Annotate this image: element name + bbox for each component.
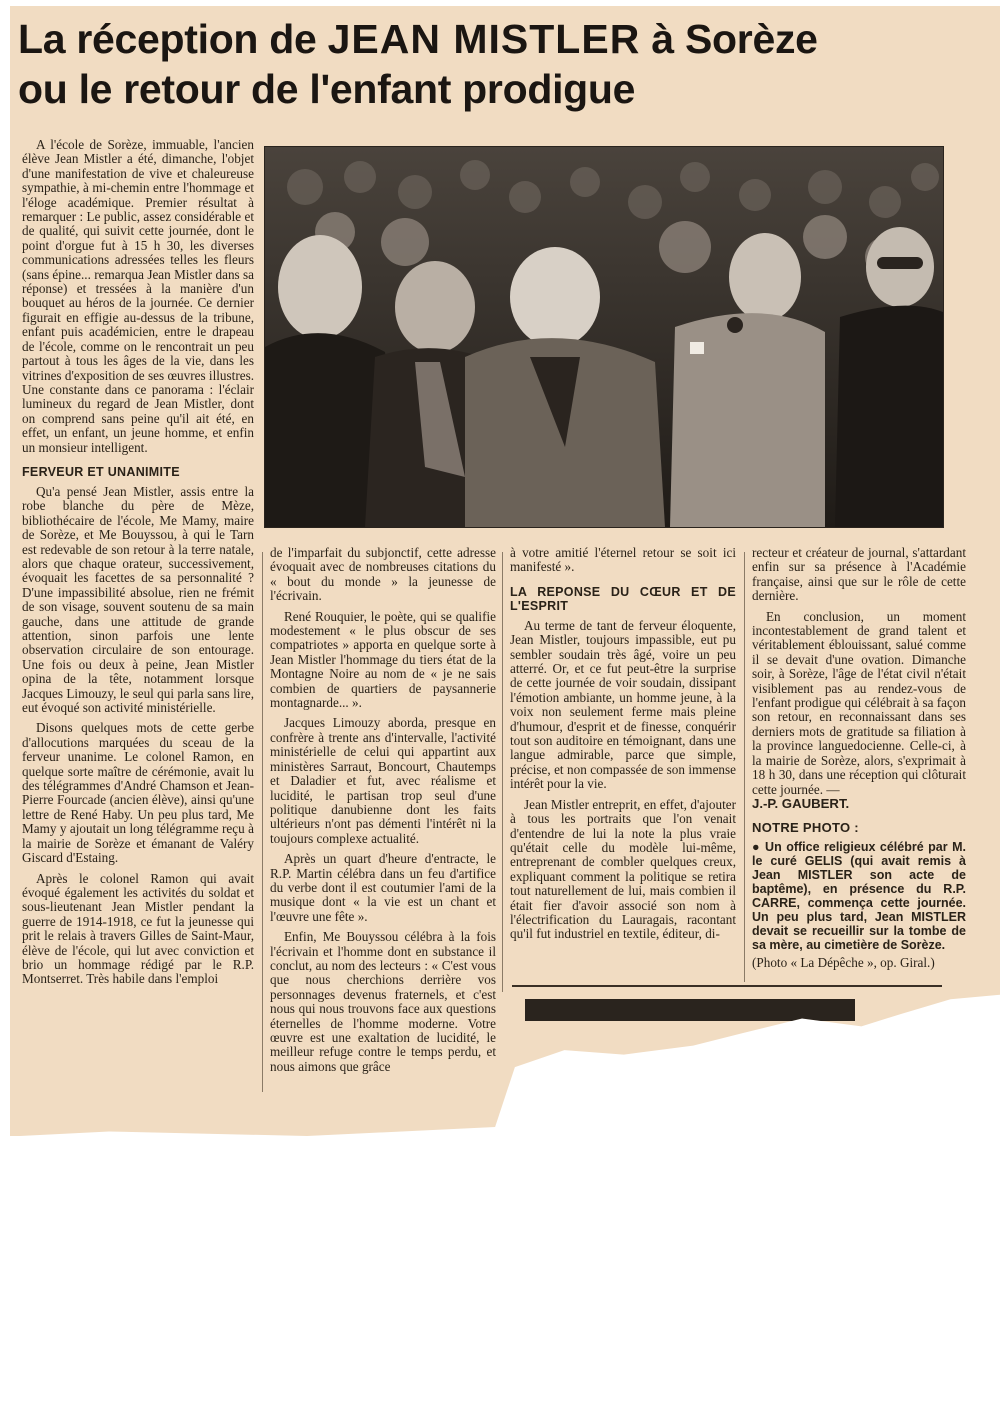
paragraph: Disons quelques mots de cette gerbe d'allocutions marquées du sceau de la ferveur unanime. Le colonel Ramon, en quelque sorte maître de cérémonie, avait lu des télégrammes d'André Chamson et Jean-Pierre Fourcade (ancien élève), ainsi qu'une lettre de René Haby. Un peu plus tard, Me Mamy y ajoutait un long télégramme reçu à la mairie de Sorèze et émanant de Valéry Giscard d'Estaing. bbox=[22, 720, 254, 866]
headline bbox=[18, 14, 948, 114]
photo-caption: ● Un office religieux célébré par M. le curé GELIS (qui avait remis à Jean MISTLER son acte de baptême), en présence du R.P. CARRE, commença cette journée. Un peu plus tard, Jean MISTLER devait se recueillir sur la tombe de sa mère, au cimetière de Sorèze. bbox=[752, 839, 966, 952]
headline-line-1 bbox=[18, 14, 948, 64]
photo-credit: (Photo « La Dépêche », op. Giral.) bbox=[752, 954, 935, 970]
paragraph: Jean Mistler entreprit, en effet, d'ajouter à tous les portraits que l'on venait d'entendre de lui la note la plus vraie qu'était celle du modèle lui-même, entreprenant de combler quelques creux, expliquant comment la politique se retira tout naturellement de lui, mais combien il était fier d'avoir associé son nom à l'électrification du Lauragais, racontant qu'il fut industriel en textile, éditeur, di- bbox=[510, 796, 736, 942]
paragraph: Enfin, Me Bouyssou célébra à la fois l'écrivain et l'homme dont en substance il conclut, au nom des lecteurs : « C'est vous que nous cherchions derrière vos personnages devenus fraternels, et c'est nous qui nous trouvons face aux questions éternelles de l'homme moderne. Votre œuvre est une exaltation de lucidité, le meilleur refuge contre le temps perdu, et nous aimons que grâce bbox=[270, 929, 496, 1074]
headline-part: à Sorèze bbox=[640, 16, 818, 62]
paragraph: En conclusion, un moment incontestablement de grand talent et véritablement éblouissant, salué comme il se devait d'une ovation. Dimanche soir, à Sorèze, l'âge de l'état civil n'était visiblement pas au rendez-vous de l'enfant prodigue qui célébrait à sa façon son retour, en reconnaissant dans ses derniers mots de gratitude sa filiation à la province languedocienne. Celle-ci, à la mairie de Sorèze, alors, s'exprimait à 18 h 30, dans une réception qui clôturait cette journée. — bbox=[752, 608, 967, 797]
paragraph: Après un quart d'heure d'entracte, le R.P. Martin célébra dans un feu d'artifice du verbe dont il est coutumier l'ami de la musique dont « la vie est un chant et l'œuvre une fête ». bbox=[270, 851, 496, 924]
crowd-photo-image bbox=[265, 147, 943, 527]
column-rule bbox=[744, 552, 745, 982]
column-rule bbox=[502, 552, 503, 992]
photo-caption-title: NOTRE PHOTO : bbox=[752, 820, 859, 836]
bottom-rule bbox=[512, 985, 942, 987]
author-signature: J.-P. GAUBERT. bbox=[752, 795, 850, 811]
headline-part: La réception de bbox=[18, 16, 328, 62]
column-4 bbox=[752, 546, 966, 970]
column-2 bbox=[270, 546, 496, 1074]
paragraph: à votre amitié l'éternel retour se soit ici manifesté ». bbox=[510, 545, 736, 575]
intro-text bbox=[22, 138, 254, 455]
headline-line-2: ou le retour de l'enfant prodigue bbox=[18, 66, 636, 112]
subheading-ferveur: FERVEUR ET UNANIMITE bbox=[22, 464, 180, 479]
column-3 bbox=[510, 546, 736, 942]
column-rule bbox=[262, 552, 263, 1092]
paragraph: recteur et créateur de journal, s'attardant enfin sur sa présence à l'Académie française, ainsi que sur le rôle de cette dernière. bbox=[752, 545, 966, 604]
paragraph: René Rouquier, le poète, qui se qualifie modestement « le plus obscur de ses compatriotes » apporta en quelque sorte à Jean Mistler l'hommage du tiers état de la Montagne Noire au nom de « je ne sais combien de quartiers de paysannerie montagnarde... ». bbox=[270, 608, 496, 711]
paragraph: Au terme de tant de ferveur éloquente, Jean Mistler, toujours impassible, eut pu sembler soudain très âgé, voire un peu atterré. Or, et ce fut peut-être la surprise de cette journée de voir soudain, dissipant l'émotion ambiante, un homme jeune, à la voix non seulement ferme mais pleine d'humour, d'esprit et de finesse, conquérir tout son auditoire en témoignant, dans une langue admirable, parce que simple, précise, et non compassée de son immense intérêt pour la vie. bbox=[510, 617, 736, 792]
paragraph: de l'imparfait du subjonctif, cette adresse évoquait avec de nombreuses citations du « bout du monde » la jeunesse de l'écrivain. bbox=[270, 545, 496, 604]
subheading-reponse: LA REPONSE DU CŒUR ET DE L'ESPRIT bbox=[510, 584, 736, 613]
column-1 bbox=[22, 138, 254, 987]
press-photo bbox=[264, 146, 944, 528]
paragraph: Qu'a pensé Jean Mistler, assis entre la robe blanche du père de Mèze, bibliothécaire de l'école, Me Mamy, maire de Sorèze, et Me Bouyssou, à qui le Tarn est redevable de son retour à la terre natale, alors que chaque orateur, successivement, évoquait les facettes de sa personnalité ? D'une impassibilité absolue, rien ne frémit de son visage, souvent soutenu de sa main gauche, dans une attitude de grande attention, sinon parfois une lente observation circulaire de son entourage. Une fois ou deux à peine, Jean Mistler opina de la tête, notamment lorsque Jacques Limouzy, le seul qui parla sans lire, eut évoqué son activité ministérielle. bbox=[22, 483, 254, 716]
torn-next-headline bbox=[525, 999, 855, 1021]
headline-name: JEAN MISTLER bbox=[327, 16, 641, 62]
paragraph: Jacques Limouzy aborda, presque en confrère à trente ans d'intervalle, l'activité ministérielle de celui qui appartint aux ministères Sarraut, Boncourt, Chautemps et Daladier et fut, avec réalisme et lucidité, le partisan trop seul d'une politique danubienne dont les faits ultérieurs n'ont pas démenti l'intérêt ni la toujours complexe actualité. bbox=[270, 715, 496, 846]
paragraph: Après le colonel Ramon qui avait évoqué également les activités du soldat et sous-lieutenant Jean Mistler pendant la guerre de 1914-1918, ce fut la jeunesse qui prit le relais à travers Gilles de Saint-Maur, élève de l'école, qui lut avec conviction et brio un hommage rédigé par le R.P. Montserret. Très habile dans l'emploi bbox=[22, 870, 254, 987]
paragraph: A l'école de Sorèze, immuable, l'ancien élève Jean Mistler a été, dimanche, l'objet d'une manifestation de vive et chaleureuse sympathie, à mi-chemin entre l'hommage et l'éloge académique. Premier résultat à remarquer : Le public, assez considérable et de qualité, qui suivit cette journée, dont le point d'orgue fut à 15 h 30, les diverses communications adressées telles les fleurs (sans épine... remarqua Jean Mistler dans sa réponse) et tressées à la manière d'un bouquet au héros de la journée. Ce dernier figurait en effigie au-dessus de la tribune, enfant puis académicien, entre le drapeau de l'école, comme on le rencontrait un peu partout à tous les âges de la vie, dans les vitrines d'exposition de ses œuvres illustres. Une constante dans ce panorama : l'éclair lumineux du regard de Jean Mistler, dont on comprend sans peine qu'il ait été, en effet, un enfant, un jeune homme, et enfin un monsieur intelligent. bbox=[22, 137, 254, 455]
